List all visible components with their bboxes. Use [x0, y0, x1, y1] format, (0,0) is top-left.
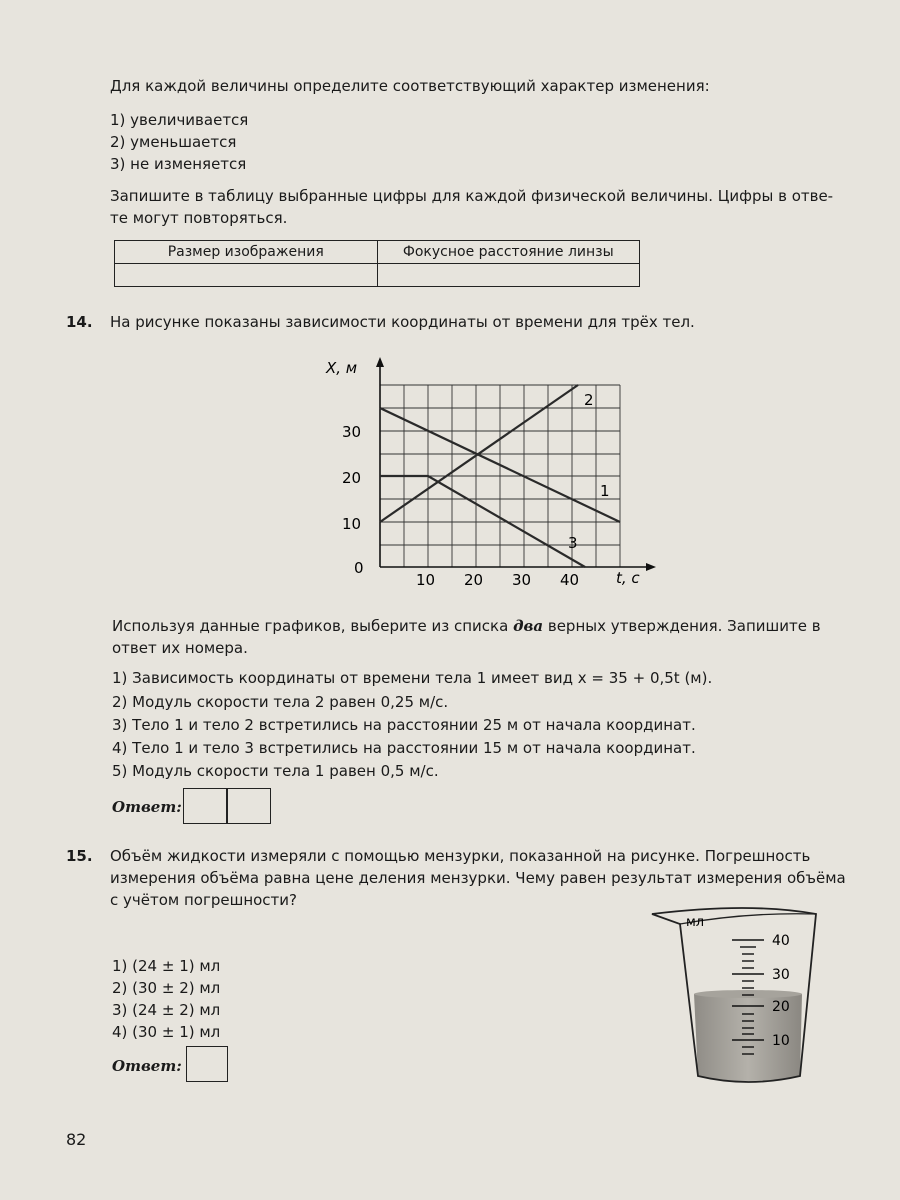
y-tick-label: 10	[342, 515, 362, 533]
beaker-scale-label: 10	[772, 1033, 790, 1049]
x-tick-label: 30	[512, 571, 532, 589]
q14-statement: 2) Модуль скорости тела 2 равен 0,25 м/с.	[112, 693, 449, 711]
beaker-scale-label: 40	[772, 933, 790, 949]
q15-text: Объём жидкости измеряли с помощью мензурки, показанной на рисунке. Погрешность	[110, 847, 811, 865]
q14-prompt-part: верных утверждения. Запишите в	[547, 617, 821, 635]
y-axis-arrow	[376, 357, 384, 367]
y-tick-label: 30	[342, 423, 362, 441]
page-number: 82	[66, 1130, 87, 1149]
q14-statement: 4) Тело 1 и тело 3 встретились на расстоянии 15 м от начала координат.	[112, 739, 696, 757]
q15-answer-box[interactable]	[186, 1046, 228, 1082]
q13-answer-table	[114, 240, 640, 287]
x-axis-label: t, с	[616, 569, 640, 587]
beaker-unit-label: мл	[686, 915, 705, 930]
q13-option: 2) уменьшается	[110, 133, 237, 151]
y-axis-label: X, м	[326, 359, 358, 377]
x-axis-arrow	[646, 563, 656, 571]
q15-answer-label: Ответ:	[112, 1057, 182, 1075]
q13-intro: Для каждой величины определите соответствующий характер изменения:	[110, 77, 710, 95]
q13-option: 3) не изменяется	[110, 155, 247, 173]
q14-prompt-part: Используя данные графиков, выберите из списка	[112, 617, 509, 635]
q14-statement: 1) Зависимость координаты от времени тела 1 имеет вид x = 35 + 0,5t (м).	[112, 669, 713, 687]
q15-number: 15.	[66, 847, 93, 865]
q14-statement: 3) Тело 1 и тело 2 встретились на расстоянии 25 м от начала координат.	[112, 716, 696, 734]
table-header: Размер изображения	[115, 241, 378, 264]
q14-text: На рисунке показаны зависимости координаты от времени для трёх тел.	[110, 313, 695, 331]
table-header: Фокусное расстояние линзы	[377, 241, 640, 264]
q13-instruction: те могут повторяться.	[110, 209, 288, 227]
q14-answer-label: Ответ:	[112, 798, 182, 816]
line-label-2: 2	[584, 391, 594, 409]
x-tick-label: 20	[464, 571, 484, 589]
origin-label: 0	[354, 559, 364, 577]
coordinate-time-graph	[320, 355, 660, 595]
x-tick-label: 10	[416, 571, 436, 589]
liquid-surface	[694, 990, 802, 998]
x-tick-label: 40	[560, 571, 580, 589]
q14-statement: 5) Модуль скорости тела 1 равен 0,5 м/с.	[112, 762, 439, 780]
q15-text: измерения объёма равна цене деления мензурки. Чему равен результат измерения объёма	[110, 869, 846, 887]
q13-option: 1) увеличивается	[110, 111, 249, 129]
q15-option: 2) (30 ± 2) мл	[112, 979, 221, 997]
beaker-scale-label: 30	[772, 967, 790, 983]
beaker-scale-label: 20	[772, 999, 790, 1015]
q14-number: 14.	[66, 313, 93, 331]
q14-prompt	[112, 616, 821, 636]
q15-text: с учётом погрешности?	[110, 891, 298, 909]
measuring-beaker	[650, 900, 830, 1086]
q15-option: 3) (24 ± 2) мл	[112, 1001, 221, 1019]
answer-cell[interactable]	[115, 264, 378, 287]
y-tick-label: 20	[342, 469, 362, 487]
q14-prompt: ответ их номера.	[112, 639, 248, 657]
q15-option: 4) (30 ± 1) мл	[112, 1023, 221, 1041]
line-label-3: 3	[568, 534, 578, 552]
line-label-1: 1	[600, 482, 610, 500]
q14-prompt-emphasis: два	[513, 617, 544, 635]
q13-instruction: Запишите в таблицу выбранные цифры для каждой физической величины. Цифры в отве-	[110, 187, 834, 205]
q15-option: 1) (24 ± 1) мл	[112, 957, 221, 975]
q14-answer-box[interactable]	[227, 788, 271, 824]
answer-cell[interactable]	[377, 264, 640, 287]
q14-answer-box[interactable]	[183, 788, 227, 824]
